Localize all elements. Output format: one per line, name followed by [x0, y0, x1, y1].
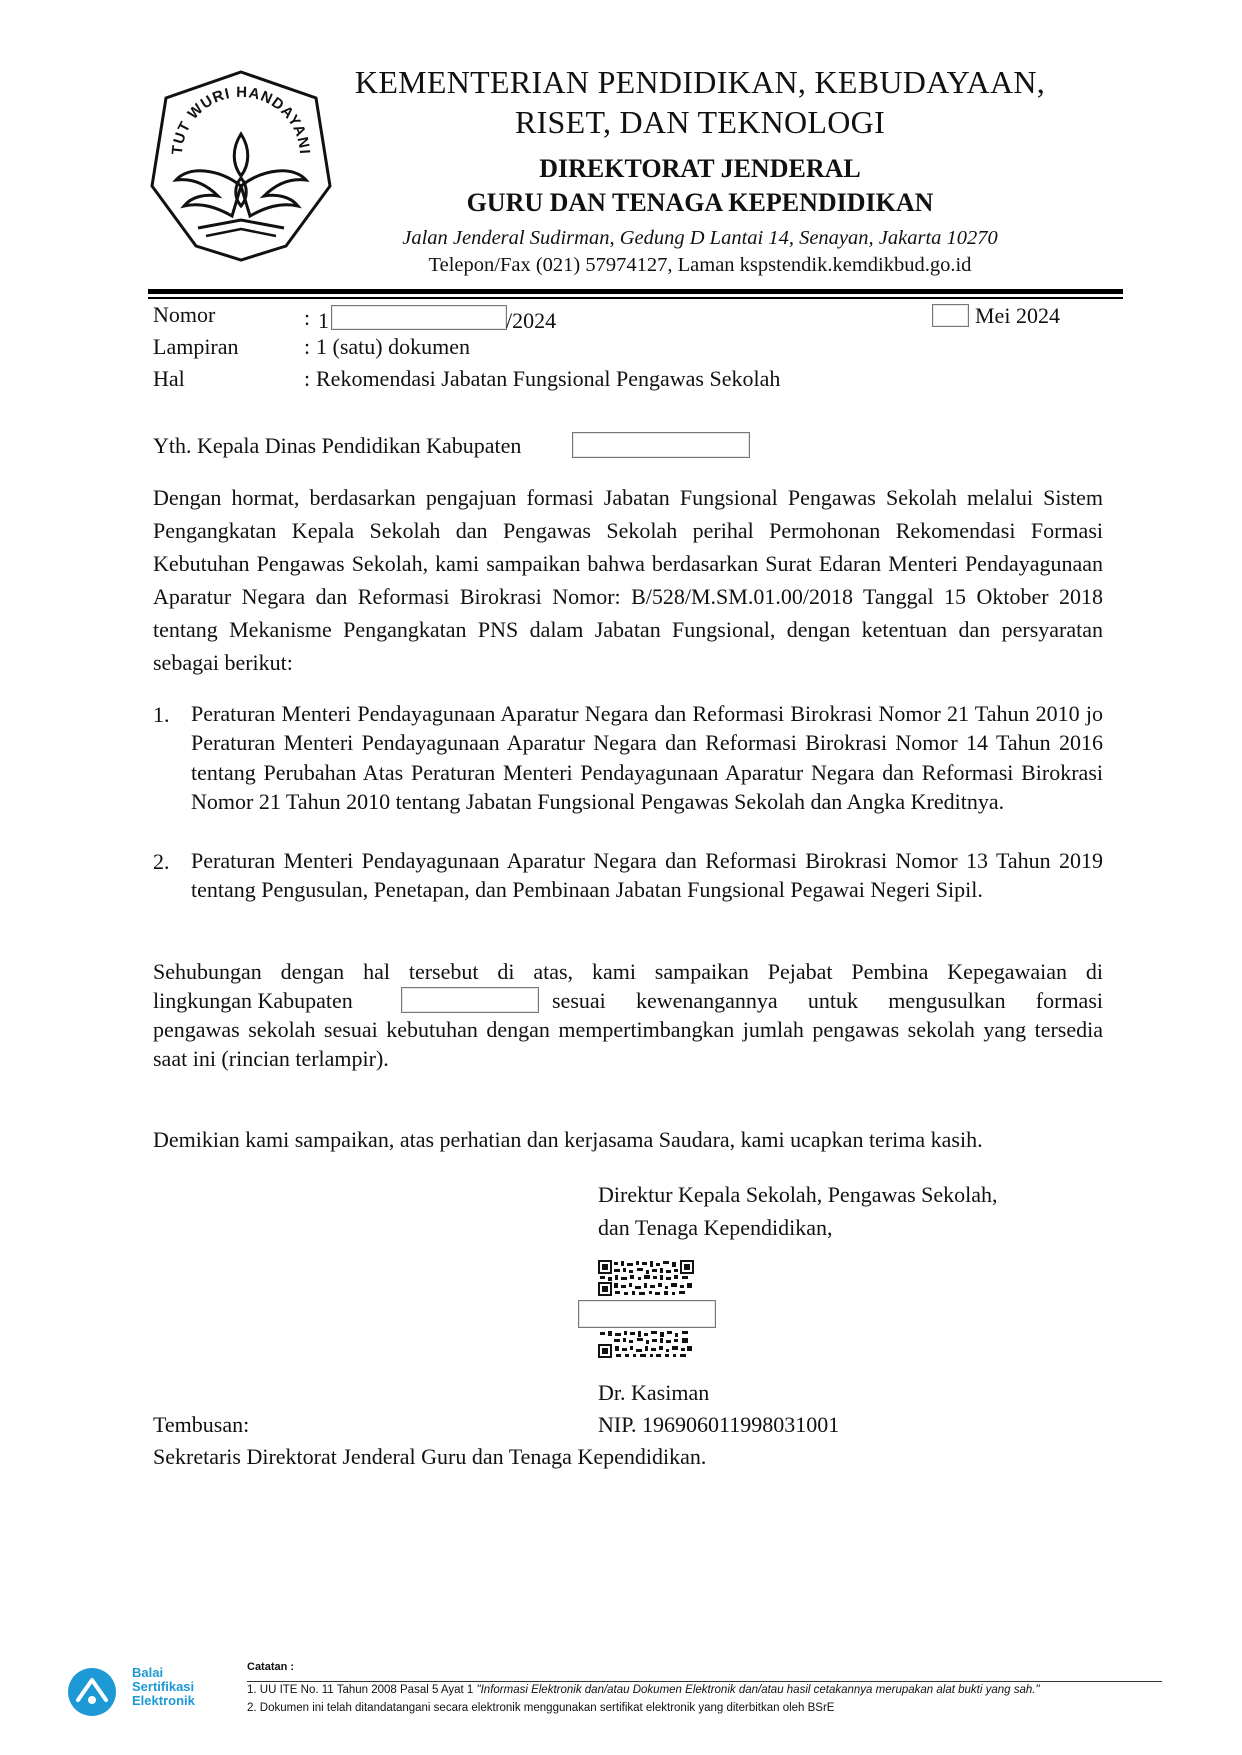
letterhead-contact: Telepon/Fax (021) 57974127, Laman kspstendik.kemdikbud.go.id	[428, 254, 972, 276]
directorate-line1: DIREKTORAT JENDERAL	[539, 154, 861, 183]
letterhead-divider-thick	[148, 289, 1123, 294]
body-paragraph-2-line2-end: sesuai kewenangannya untuk mengusulkan formasi	[552, 988, 1103, 1013]
body-paragraph-1: Dengan hormat, berdasarkan pengajuan formasi Jabatan Fungsional Pengawas Sekolah melalui Sistem Pengangkatan Kepala Sekolah dan Pengawas Sekolah perihal Permohonan Rekomendasi Formasi Kebutuhan Pengawas Sekolah, kami sampaikan bahwa berdasarkan Surat Edaran Menteri Pendayagunaan Aparatur Negara dan Reformasi Birokrasi Nomor: B/528/M.SM.01.00/2018 Tanggal 15 Oktober 2018 tentang Mekanisme Pengangkatan PNS dalam Jabatan Fungsional, dengan ketentuan dan persyaratan sebagai berikut:	[153, 485, 1103, 675]
addressee: Yth. Kepala Dinas Pendidikan Kabupaten	[153, 433, 522, 458]
redacted-nomor	[331, 305, 507, 330]
redacted-signature-stamp	[578, 1300, 716, 1328]
directorate-line2: GURU DAN TENAGA KEPENDIDIKAN	[466, 188, 934, 217]
footer-note-1-quote: "Informasi Elektronik dan/atau Dokumen Elektronik dan/atau hasil cetakannya merupakan alat bukti yang sah."	[476, 1684, 1040, 1696]
cc-recipient: Sekretaris Direktorat Jenderal Guru dan Tenaga Kependidikan.	[153, 1444, 707, 1469]
closing-paragraph: Demikian kami sampaikan, atas perhatian dan kerjasama Saudara, kami ucapkan terima kasih.	[153, 1127, 983, 1152]
redacted-date-day	[932, 304, 969, 327]
redacted-kabupaten-body	[401, 987, 539, 1013]
bsre-logo-line1: Balai	[132, 1665, 164, 1680]
hal-label: Hal	[153, 366, 185, 391]
redacted-kabupaten-addressee	[572, 432, 750, 458]
list-item-number: 1.	[153, 702, 170, 727]
emblem-motto-text: TUT WURI HANDAYANI	[168, 83, 314, 156]
list-item-number: 2.	[153, 849, 170, 874]
bsre-logo-icon	[66, 1666, 118, 1718]
lampiran-label: Lampiran	[153, 334, 239, 359]
body-paragraph-2-line1: Sehubungan dengan hal tersebut di atas, kami sampaikan Pejabat Pembina Kepegawaian di	[153, 959, 1103, 984]
letter-date: Mei 2024	[975, 303, 1060, 328]
hal-colon: :	[304, 366, 311, 391]
list-item: Peraturan Menteri Pendayagunaan Aparatur Negara dan Reformasi Birokrasi Nomor 13 Tahun 2019 tentang Pengusulan, Penetapan, dan Pembinaan Jabatan Fungsional Pegawai Negeri Sipil.	[191, 848, 1103, 903]
signatory-title-line1: Direktur Kepala Sekolah, Pengawas Sekolah,	[598, 1182, 998, 1207]
lampiran-value: 1 (satu) dokumen	[316, 334, 470, 359]
body-paragraph-2-line2-start: lingkungan Kabupaten	[153, 988, 353, 1013]
footer-divider	[247, 1681, 1162, 1682]
bsre-logo-line3: Elektronik	[132, 1693, 195, 1708]
signatory-nip: NIP. 196906011998031001	[598, 1412, 840, 1437]
bsre-logo-text	[132, 1666, 195, 1708]
nomor-colon: :	[304, 305, 311, 330]
signatory-title-line2: dan Tenaga Kependidikan,	[598, 1215, 833, 1240]
bsre-logo-line2: Sertifikasi	[132, 1679, 195, 1694]
nomor-label: Nomor	[153, 302, 216, 327]
qr-code-bottom	[598, 1330, 694, 1358]
qr-code-top	[598, 1260, 694, 1296]
signatory-name: Dr. Kasiman	[598, 1380, 710, 1405]
ministry-name-line1: KEMENTERIAN PENDIDIKAN, KEBUDAYAAN,	[354, 64, 1046, 100]
nomor-suffix: /2024	[506, 308, 557, 333]
lampiran-colon: :	[304, 334, 311, 359]
footer-note-1-prefix: 1. UU ITE No. 11 Tahun 2008 Pasal 5 Ayat 1	[247, 1684, 477, 1696]
letterhead-address: Jalan Jenderal Sudirman, Gedung D Lantai 14, Senayan, Jakarta 10270	[402, 227, 998, 249]
ministry-name-line2: RISET, DAN TEKNOLOGI	[514, 104, 886, 140]
catatan-label: Catatan :	[247, 1661, 295, 1673]
hal-value: Rekomendasi Jabatan Fungsional Pengawas Sekolah	[316, 366, 781, 391]
cc-label: Tembusan:	[153, 1412, 250, 1437]
body-paragraph-2-rest: pengawas sekolah sesuai kebutuhan dengan mempertimbangkan jumlah pengawas sekolah yang tersedia saat ini (rincian terlampir).	[153, 1017, 1103, 1071]
nomor-prefix: 1	[318, 308, 329, 333]
footer-note-1	[247, 1684, 1040, 1696]
footer-note-2: 2. Dokumen ini telah ditandatangani secara elektronik menggunakan sertifikat elektronik yang diterbitkan oleh BSrE	[247, 1702, 835, 1714]
letterhead-divider-thin	[148, 297, 1123, 299]
list-item: Peraturan Menteri Pendayagunaan Aparatur Negara dan Reformasi Birokrasi Nomor 21 Tahun 2010 jo Peraturan Menteri Pendayagunaan Aparatur Negara dan Reformasi Birokrasi Nomor 14 Tahun 2016 tentang Perubahan Atas Peraturan Menteri Pendayagunaan Aparatur Negara dan Reformasi Birokrasi Nomor 21 Tahun 2010 tentang Jabatan Fungsional Pengawas Sekolah dan Angka Kreditnya.	[191, 701, 1103, 815]
